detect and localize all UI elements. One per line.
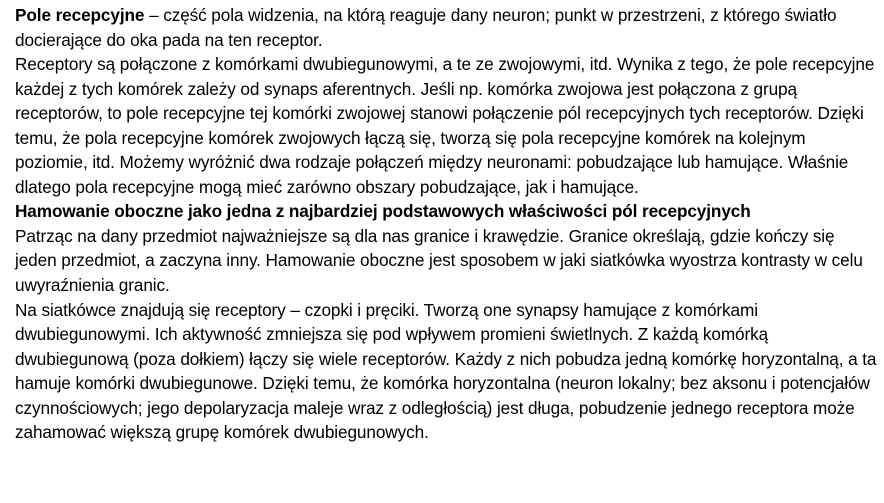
paragraph-retina-receptors: Na siatkówce znajdują się receptory – czopki i pręciki. Tworzą one synapsy hamujące z komórkami dwubiegunowymi. Ich aktywność zmniejsza się pod wpływem promieni świetlnych. Z każdą komórką dwubiegunową (poza dołkiem) łączy się wiele receptorów. Każdy z nich pobudza jedną komórkę horyzontalną, a ta hamuje komórki dwubiegunowe. Dzięki temu, że komórka horyzontalna (neuron lokalny; bez aksonu i potencjałów czynnościowych; jego depolaryzacja maleje wraz z odległością) jest długa, pobudzenie jednego receptora może zahamować większą grupę komórek dwubiegunowych. — [15, 299, 877, 443]
heading-lateral-inhibition: Hamowanie oboczne jako jedna z najbardziej podstawowych właściwości pól recepcyjnych — [15, 201, 751, 222]
document-body — [15, 3, 877, 445]
paragraph-receptive-field-definition — [15, 3, 877, 52]
definition-receptive-field: – część pola widzenia, na którą reaguje dany neuron; punkt w przestrzeni, z którego światło docierające do oka pada na ten receptor. — [15, 5, 837, 50]
paragraph-receptor-connections: Receptory są połączone z komórkami dwubiegunowymi, a te ze zwojowymi, itd. Wynika z tego, że pole recepcyjne każdej z tych komórek zależy od synaps aferentnych. Jeśli np. komórka zwojowa jest połączona z grupą receptorów, to pole recepcyjne tej komórki zwojowej stanowi połączenie pól recepcyjnych tych receptorów. Dzięki temu, że pola recepcyjne komórek zwojowych łączą się, tworzą się pola recepcyjne komórek na kolejnym poziomie, itd. Możemy wyróżnić dwa rodzaje połączeń między neuronami: pobudzające lub hamujące. Właśnie dlatego pola recepcyjne mogą mieć zarówno obszary pobudzające, jak i hamujące. — [15, 54, 875, 197]
term-receptive-field: Pole recepcyjne — [15, 5, 145, 25]
paragraph-edges-boundaries: Patrząc na dany przedmiot najważniejsze są dla nas granice i krawędzie. Granice określają, gdzie kończy się jeden przedmiot, a zaczyna inny. Hamowanie oboczne jest sposobem w jaki siatkówka wyostrza kontrasty w celu uwyraźnienia granic. — [15, 225, 863, 296]
